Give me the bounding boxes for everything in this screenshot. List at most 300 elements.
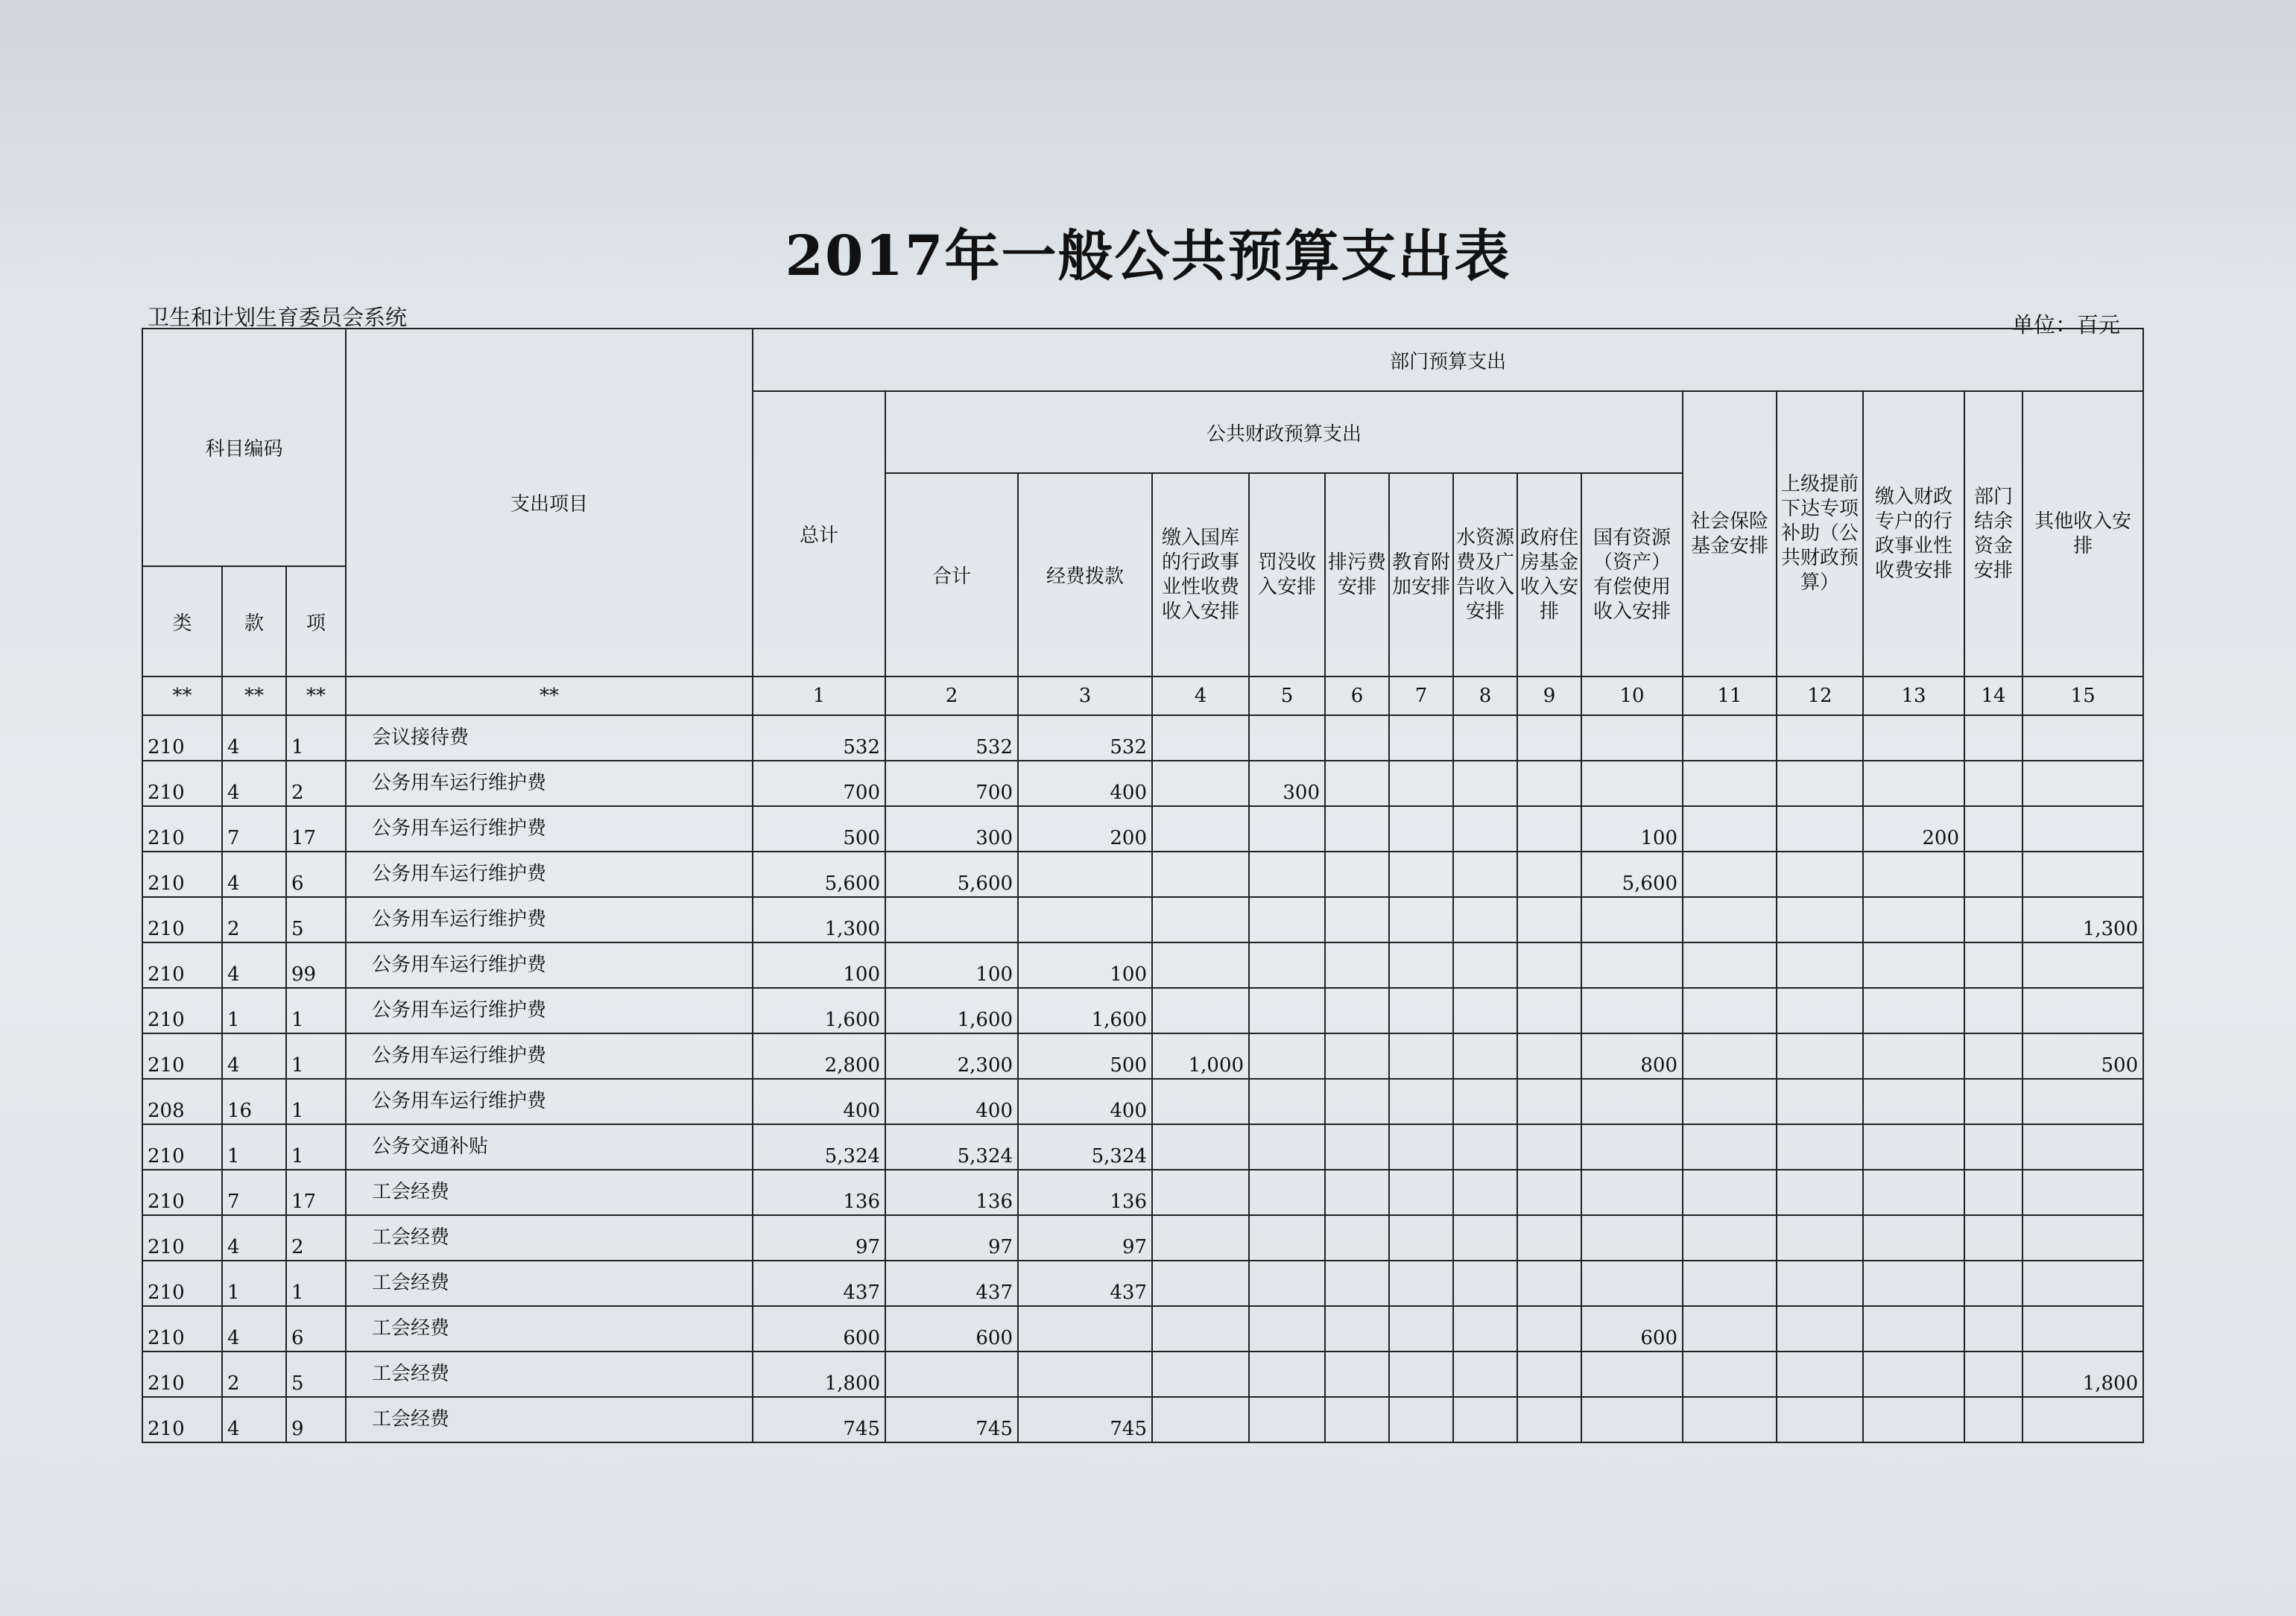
code-kuan-cell: 7 (222, 1170, 286, 1215)
table-row (142, 988, 2143, 1033)
code-xiang-cell: 9 (286, 1397, 346, 1442)
index-cell: 15 (2023, 676, 2143, 715)
code-lei-cell: 210 (142, 1124, 222, 1170)
index-cell: 14 (1964, 676, 2023, 715)
item-name-cell: 公务用车运行维护费 (346, 806, 753, 852)
code-kuan-cell: 4 (222, 942, 286, 988)
value-cell-col-9 (1517, 1033, 1581, 1079)
value-cell-col-12 (1777, 852, 1863, 897)
index-cell: 6 (1325, 676, 1389, 715)
value-cell-col-1: 100 (753, 942, 885, 988)
value-cell-col-7 (1389, 897, 1453, 942)
value-cell-col-15 (2023, 1397, 2143, 1442)
value-cell-col-2: 700 (885, 761, 1018, 806)
value-cell-col-4 (1152, 806, 1249, 852)
value-cell-col-11 (1683, 1306, 1777, 1352)
table-row (142, 1397, 2143, 1442)
value-cell-col-4 (1152, 852, 1249, 897)
value-cell-col-3 (1018, 852, 1152, 897)
code-lei-cell: 210 (142, 1033, 222, 1079)
header-funding: 经费拨款 (1018, 473, 1152, 676)
value-cell-col-2 (885, 1352, 1018, 1397)
value-cell-col-11 (1683, 1124, 1777, 1170)
code-kuan-cell: 2 (222, 1352, 286, 1397)
value-cell-col-13 (1863, 1033, 1964, 1079)
code-xiang-cell: 2 (286, 761, 346, 806)
value-cell-col-7 (1389, 1261, 1453, 1306)
item-name-cell: 工会经费 (346, 1352, 753, 1397)
header-item: 支出项目 (346, 329, 753, 676)
code-xiang-cell: 17 (286, 1170, 346, 1215)
value-cell-col-15 (2023, 806, 2143, 852)
value-cell-col-7 (1389, 1215, 1453, 1261)
value-cell-col-5 (1249, 715, 1325, 761)
value-cell-col-15 (2023, 942, 2143, 988)
code-lei-cell: 210 (142, 988, 222, 1033)
item-name-cell: 工会经费 (346, 1170, 753, 1215)
unit-label: 单位：百元 (2012, 312, 2121, 338)
item-name-cell: 公务用车运行维护费 (346, 897, 753, 942)
value-cell-col-2: 437 (885, 1261, 1018, 1306)
table-row (142, 1215, 2143, 1261)
value-cell-col-15 (2023, 1261, 2143, 1306)
value-cell-col-6 (1325, 897, 1389, 942)
value-cell-col-9 (1517, 852, 1581, 897)
index-cell: ** (222, 676, 286, 715)
value-cell-col-6 (1325, 715, 1389, 761)
value-cell-col-8 (1453, 897, 1517, 942)
table-row (142, 761, 2143, 806)
value-cell-col-14 (1964, 897, 2023, 942)
header-public-budget: 公共财政预算支出 (885, 391, 1683, 473)
value-cell-col-13 (1863, 1352, 1964, 1397)
value-cell-col-7 (1389, 852, 1453, 897)
value-cell-col-3 (1018, 1352, 1152, 1397)
value-cell-col-5 (1249, 806, 1325, 852)
value-cell-col-10 (1581, 715, 1683, 761)
code-lei-cell: 210 (142, 1261, 222, 1306)
value-cell-col-14 (1964, 1215, 2023, 1261)
code-kuan-cell: 4 (222, 1306, 286, 1352)
code-xiang-cell: 1 (286, 988, 346, 1033)
value-cell-col-11 (1683, 988, 1777, 1033)
value-cell-col-12 (1777, 761, 1863, 806)
code-lei-cell: 210 (142, 1306, 222, 1352)
header-lei: 类 (142, 566, 222, 676)
table-row (142, 1170, 2143, 1215)
value-cell-col-7 (1389, 1124, 1453, 1170)
value-cell-col-15: 1,300 (2023, 897, 2143, 942)
code-lei-cell: 210 (142, 1215, 222, 1261)
value-cell-col-5 (1249, 1215, 1325, 1261)
value-cell-col-2: 745 (885, 1397, 1018, 1442)
table-row (142, 897, 2143, 942)
value-cell-col-12 (1777, 1170, 1863, 1215)
value-cell-col-6 (1325, 1397, 1389, 1442)
value-cell-col-5 (1249, 897, 1325, 942)
table-row (142, 806, 2143, 852)
value-cell-col-4 (1152, 761, 1249, 806)
code-lei-cell: 210 (142, 806, 222, 852)
value-cell-col-12 (1777, 1352, 1863, 1397)
value-cell-col-8 (1453, 806, 1517, 852)
value-cell-col-9 (1517, 1352, 1581, 1397)
value-cell-col-9 (1517, 1215, 1581, 1261)
value-cell-col-5 (1249, 1033, 1325, 1079)
value-cell-col-14 (1964, 1170, 2023, 1215)
value-cell-col-12 (1777, 1124, 1863, 1170)
code-kuan-cell: 1 (222, 1261, 286, 1306)
value-cell-col-2: 5,324 (885, 1124, 1018, 1170)
item-name-cell: 公务交通补贴 (346, 1124, 753, 1170)
value-cell-col-11 (1683, 1261, 1777, 1306)
code-kuan-cell: 4 (222, 852, 286, 897)
value-cell-col-14 (1964, 806, 2023, 852)
code-kuan-cell: 16 (222, 1079, 286, 1124)
value-cell-col-2: 5,600 (885, 852, 1018, 897)
code-kuan-cell: 4 (222, 1215, 286, 1261)
header-total: 总计 (753, 391, 885, 676)
value-cell-col-1: 1,600 (753, 988, 885, 1033)
value-cell-col-3: 745 (1018, 1397, 1152, 1442)
value-cell-col-3 (1018, 1306, 1152, 1352)
value-cell-col-10 (1581, 1079, 1683, 1124)
header-col-11: 社会保险基金安排 (1683, 391, 1777, 676)
index-cell: ** (142, 676, 222, 715)
value-cell-col-4 (1152, 1170, 1249, 1215)
code-xiang-cell: 5 (286, 897, 346, 942)
value-cell-col-1: 2,800 (753, 1033, 885, 1079)
value-cell-col-9 (1517, 1170, 1581, 1215)
header-col-13: 缴入财政专户的行政事业性收费安排 (1863, 391, 1964, 676)
header-kuan: 款 (222, 566, 286, 676)
value-cell-col-10 (1581, 897, 1683, 942)
index-cell: 1 (753, 676, 885, 715)
value-cell-col-5: 300 (1249, 761, 1325, 806)
header-col-14: 部门结余资金安排 (1964, 391, 2023, 676)
header-xiang: 项 (286, 566, 346, 676)
value-cell-col-9 (1517, 942, 1581, 988)
value-cell-col-12 (1777, 1306, 1863, 1352)
value-cell-col-13 (1863, 1170, 1964, 1215)
item-name-cell: 工会经费 (346, 1261, 753, 1306)
table-row (142, 942, 2143, 988)
item-name-cell: 公务用车运行维护费 (346, 852, 753, 897)
value-cell-col-14 (1964, 1306, 2023, 1352)
value-cell-col-1: 745 (753, 1397, 885, 1442)
index-cell: 2 (885, 676, 1018, 715)
value-cell-col-1: 5,600 (753, 852, 885, 897)
code-lei-cell: 210 (142, 715, 222, 761)
code-kuan-cell: 4 (222, 761, 286, 806)
value-cell-col-15 (2023, 1215, 2143, 1261)
value-cell-col-6 (1325, 1352, 1389, 1397)
value-cell-col-1: 600 (753, 1306, 885, 1352)
value-cell-col-15 (2023, 1306, 2143, 1352)
value-cell-col-14 (1964, 988, 2023, 1033)
value-cell-col-10 (1581, 988, 1683, 1033)
value-cell-col-7 (1389, 1170, 1453, 1215)
value-cell-col-10 (1581, 761, 1683, 806)
code-kuan-cell: 2 (222, 897, 286, 942)
code-kuan-cell: 4 (222, 1397, 286, 1442)
item-name-cell: 工会经费 (346, 1397, 753, 1442)
value-cell-col-12 (1777, 806, 1863, 852)
header-col-12: 上级提前下达专项补助（公共财政预算） (1777, 391, 1863, 676)
code-xiang-cell: 17 (286, 806, 346, 852)
value-cell-col-10 (1581, 1261, 1683, 1306)
value-cell-col-7 (1389, 806, 1453, 852)
item-name-cell: 公务用车运行维护费 (346, 988, 753, 1033)
value-cell-col-5 (1249, 988, 1325, 1033)
value-cell-col-2 (885, 897, 1018, 942)
value-cell-col-3: 500 (1018, 1033, 1152, 1079)
value-cell-col-12 (1777, 942, 1863, 988)
value-cell-col-3 (1018, 897, 1152, 942)
value-cell-col-8 (1453, 1261, 1517, 1306)
table-row (142, 1079, 2143, 1124)
item-name-cell: 工会经费 (346, 1215, 753, 1261)
code-lei-cell: 210 (142, 852, 222, 897)
value-cell-col-13 (1863, 715, 1964, 761)
value-cell-col-13 (1863, 942, 1964, 988)
value-cell-col-2: 136 (885, 1170, 1018, 1215)
page-title: 2017年一般公共预算支出表 (785, 224, 1511, 288)
value-cell-col-9 (1517, 1397, 1581, 1442)
item-name-cell: 公务用车运行维护费 (346, 942, 753, 988)
value-cell-col-15 (2023, 1079, 2143, 1124)
value-cell-col-2: 532 (885, 715, 1018, 761)
value-cell-col-4 (1152, 1124, 1249, 1170)
value-cell-col-15: 1,800 (2023, 1352, 2143, 1397)
code-lei-cell: 210 (142, 1170, 222, 1215)
value-cell-col-15 (2023, 1124, 2143, 1170)
value-cell-col-7 (1389, 1352, 1453, 1397)
value-cell-col-1: 1,300 (753, 897, 885, 942)
value-cell-col-10 (1581, 1352, 1683, 1397)
code-lei-cell: 210 (142, 942, 222, 988)
code-lei-cell: 208 (142, 1079, 222, 1124)
item-name-cell: 公务用车运行维护费 (346, 1033, 753, 1079)
value-cell-col-14 (1964, 1033, 2023, 1079)
value-cell-col-8 (1453, 1124, 1517, 1170)
value-cell-col-8 (1453, 1170, 1517, 1215)
index-cell: 9 (1517, 676, 1581, 715)
value-cell-col-8 (1453, 715, 1517, 761)
header-col-9: 政府住房基金收入安排 (1517, 473, 1581, 676)
value-cell-col-8 (1453, 761, 1517, 806)
value-cell-col-4: 1,000 (1152, 1033, 1249, 1079)
value-cell-col-7 (1389, 1397, 1453, 1442)
value-cell-col-11 (1683, 1397, 1777, 1442)
value-cell-col-5 (1249, 1261, 1325, 1306)
budget-table-wrapper (142, 328, 2139, 1440)
value-cell-col-4 (1152, 897, 1249, 942)
value-cell-col-8 (1453, 1079, 1517, 1124)
value-cell-col-11 (1683, 806, 1777, 852)
value-cell-col-4 (1152, 942, 1249, 988)
value-cell-col-3: 100 (1018, 942, 1152, 988)
value-cell-col-3: 5,324 (1018, 1124, 1152, 1170)
value-cell-col-8 (1453, 988, 1517, 1033)
value-cell-col-9 (1517, 761, 1581, 806)
value-cell-col-15: 500 (2023, 1033, 2143, 1079)
value-cell-col-3: 97 (1018, 1215, 1152, 1261)
code-xiang-cell: 1 (286, 715, 346, 761)
code-kuan-cell: 7 (222, 806, 286, 852)
value-cell-col-11 (1683, 1079, 1777, 1124)
value-cell-col-6 (1325, 852, 1389, 897)
value-cell-col-4 (1152, 1215, 1249, 1261)
value-cell-col-2: 400 (885, 1079, 1018, 1124)
value-cell-col-13 (1863, 761, 1964, 806)
value-cell-col-8 (1453, 1397, 1517, 1442)
value-cell-col-7 (1389, 1079, 1453, 1124)
table-body (142, 715, 2143, 1442)
code-lei-cell: 210 (142, 761, 222, 806)
value-cell-col-13 (1863, 897, 1964, 942)
value-cell-col-3: 136 (1018, 1170, 1152, 1215)
value-cell-col-3: 200 (1018, 806, 1152, 852)
value-cell-col-12 (1777, 715, 1863, 761)
value-cell-col-2: 100 (885, 942, 1018, 988)
value-cell-col-5 (1249, 852, 1325, 897)
value-cell-col-8 (1453, 852, 1517, 897)
header-col-8: 水资源费及广告收入安排 (1453, 473, 1517, 676)
value-cell-col-9 (1517, 988, 1581, 1033)
budget-table (142, 328, 2144, 1443)
value-cell-col-2: 600 (885, 1306, 1018, 1352)
value-cell-col-4 (1152, 1079, 1249, 1124)
index-cell: 11 (1683, 676, 1777, 715)
value-cell-col-10 (1581, 1124, 1683, 1170)
value-cell-col-1: 500 (753, 806, 885, 852)
value-cell-col-6 (1325, 942, 1389, 988)
value-cell-col-14 (1964, 1352, 2023, 1397)
value-cell-col-14 (1964, 1397, 2023, 1442)
organization-label: 卫生和计划生育委员会系统 (148, 305, 408, 330)
value-cell-col-5 (1249, 1124, 1325, 1170)
value-cell-col-1: 532 (753, 715, 885, 761)
value-cell-col-7 (1389, 1306, 1453, 1352)
index-cell: 13 (1863, 676, 1964, 715)
index-cell: 3 (1018, 676, 1152, 715)
value-cell-col-1: 1,800 (753, 1352, 885, 1397)
value-cell-col-1: 5,324 (753, 1124, 885, 1170)
table-header (142, 329, 2143, 715)
code-kuan-cell: 1 (222, 1124, 286, 1170)
header-col-4: 缴入国库的行政事业性收费收入安排 (1152, 473, 1249, 676)
value-cell-col-8 (1453, 942, 1517, 988)
index-cell: ** (346, 676, 753, 715)
value-cell-col-6 (1325, 1124, 1389, 1170)
value-cell-col-12 (1777, 1397, 1863, 1442)
table-row (142, 1352, 2143, 1397)
value-cell-col-2: 1,600 (885, 988, 1018, 1033)
value-cell-col-5 (1249, 1170, 1325, 1215)
index-cell: 8 (1453, 676, 1517, 715)
value-cell-col-12 (1777, 988, 1863, 1033)
value-cell-col-14 (1964, 1124, 2023, 1170)
value-cell-col-15 (2023, 761, 2143, 806)
value-cell-col-14 (1964, 715, 2023, 761)
index-cell: 12 (1777, 676, 1863, 715)
value-cell-col-8 (1453, 1215, 1517, 1261)
value-cell-col-7 (1389, 1033, 1453, 1079)
value-cell-col-1: 437 (753, 1261, 885, 1306)
value-cell-col-11 (1683, 715, 1777, 761)
code-lei-cell: 210 (142, 1397, 222, 1442)
value-cell-col-6 (1325, 1033, 1389, 1079)
value-cell-col-6 (1325, 1079, 1389, 1124)
value-cell-col-5 (1249, 942, 1325, 988)
item-name-cell: 公务用车运行维护费 (346, 761, 753, 806)
value-cell-col-6 (1325, 988, 1389, 1033)
value-cell-col-4 (1152, 1397, 1249, 1442)
value-cell-col-14 (1964, 1079, 2023, 1124)
code-xiang-cell: 6 (286, 1306, 346, 1352)
value-cell-col-4 (1152, 1352, 1249, 1397)
code-xiang-cell: 1 (286, 1124, 346, 1170)
value-cell-col-15 (2023, 988, 2143, 1033)
value-cell-col-7 (1389, 715, 1453, 761)
value-cell-col-1: 700 (753, 761, 885, 806)
header-sum: 合计 (885, 473, 1018, 676)
table-row (142, 1124, 2143, 1170)
value-cell-col-3: 437 (1018, 1261, 1152, 1306)
header-code-group: 科目编码 (142, 329, 346, 566)
value-cell-col-4 (1152, 1261, 1249, 1306)
value-cell-col-5 (1249, 1306, 1325, 1352)
value-cell-col-10: 600 (1581, 1306, 1683, 1352)
value-cell-col-3: 400 (1018, 761, 1152, 806)
value-cell-col-6 (1325, 1215, 1389, 1261)
value-cell-col-3: 532 (1018, 715, 1152, 761)
value-cell-col-6 (1325, 1261, 1389, 1306)
code-xiang-cell: 5 (286, 1352, 346, 1397)
header-col-15: 其他收入安排 (2023, 391, 2143, 676)
value-cell-col-9 (1517, 715, 1581, 761)
value-cell-col-12 (1777, 1261, 1863, 1306)
value-cell-col-10 (1581, 1397, 1683, 1442)
code-lei-cell: 210 (142, 1352, 222, 1397)
value-cell-col-10: 100 (1581, 806, 1683, 852)
header-col-6: 排污费安排 (1325, 473, 1389, 676)
table-row (142, 1261, 2143, 1306)
value-cell-col-14 (1964, 1261, 2023, 1306)
value-cell-col-11 (1683, 1170, 1777, 1215)
value-cell-col-6 (1325, 806, 1389, 852)
code-xiang-cell: 1 (286, 1079, 346, 1124)
code-kuan-cell: 4 (222, 1033, 286, 1079)
value-cell-col-4 (1152, 988, 1249, 1033)
index-cell: 5 (1249, 676, 1325, 715)
index-cell: ** (286, 676, 346, 715)
value-cell-col-15 (2023, 715, 2143, 761)
table-row (142, 1033, 2143, 1079)
value-cell-col-13 (1863, 1079, 1964, 1124)
code-xiang-cell: 2 (286, 1215, 346, 1261)
table-row (142, 1306, 2143, 1352)
value-cell-col-13 (1863, 852, 1964, 897)
value-cell-col-12 (1777, 1215, 1863, 1261)
value-cell-col-11 (1683, 942, 1777, 988)
value-cell-col-4 (1152, 1306, 1249, 1352)
value-cell-col-10 (1581, 942, 1683, 988)
table-row (142, 715, 2143, 761)
value-cell-col-13 (1863, 988, 1964, 1033)
code-xiang-cell: 1 (286, 1033, 346, 1079)
